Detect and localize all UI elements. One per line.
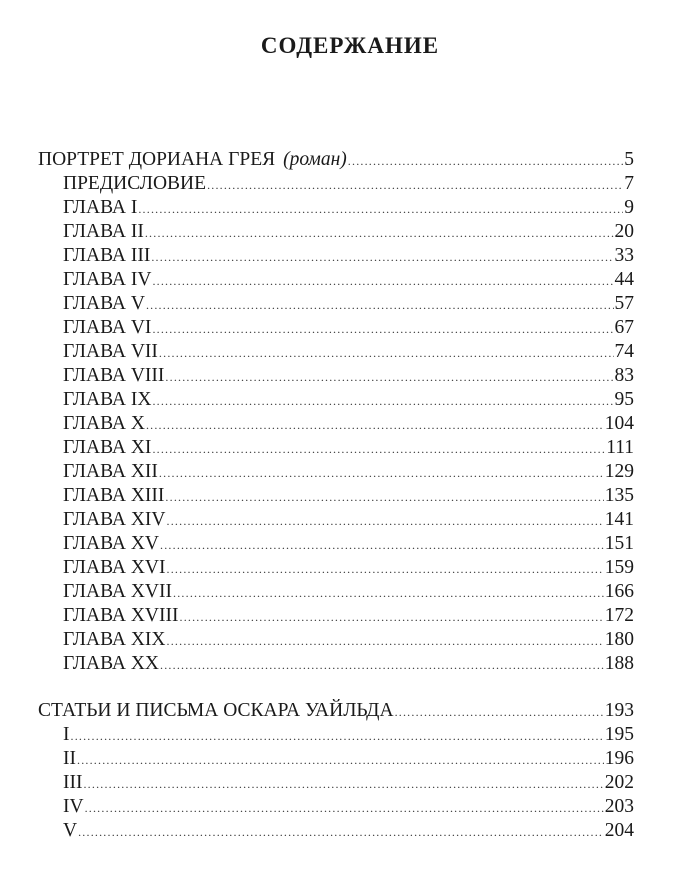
- dot-leader: [167, 509, 604, 533]
- dot-leader: [165, 485, 603, 509]
- toc-entry-label: ГЛАВА IX: [63, 389, 152, 410]
- toc-section-heading[interactable]: [38, 699, 634, 723]
- toc-entry[interactable]: [38, 340, 634, 364]
- dot-leader: [83, 772, 603, 796]
- toc-entry[interactable]: [38, 412, 634, 436]
- toc-entry[interactable]: [38, 364, 634, 388]
- toc-entry[interactable]: [38, 316, 634, 340]
- toc-page-number: 44: [614, 269, 634, 290]
- dot-leader: [85, 796, 604, 820]
- dot-leader: [145, 221, 614, 245]
- toc-entry[interactable]: [38, 556, 634, 580]
- dot-leader: [167, 629, 604, 653]
- dot-leader: [146, 413, 604, 437]
- toc-page-number: 188: [604, 653, 634, 674]
- dot-leader: [138, 197, 623, 221]
- toc-entry-label: ГЛАВА V: [63, 293, 145, 314]
- toc-entry-label: ГЛАВА XIII: [63, 485, 165, 506]
- toc-page-number: 151: [604, 533, 634, 554]
- toc-entry[interactable]: [38, 747, 634, 771]
- toc-page-number: 95: [614, 389, 634, 410]
- toc-entry-label: ГЛАВА XVI: [63, 557, 166, 578]
- toc-entry[interactable]: [38, 460, 634, 484]
- toc-entry[interactable]: [38, 508, 634, 532]
- toc-entry[interactable]: [38, 172, 634, 196]
- toc-entry-label: ГЛАВА VII: [63, 341, 158, 362]
- dot-leader: [173, 581, 604, 605]
- toc-items-list: [38, 172, 634, 676]
- toc-entry[interactable]: [38, 628, 634, 652]
- toc-page-number: 104: [604, 413, 634, 434]
- toc-section-note: (роман): [283, 149, 347, 170]
- toc-entry-label: IV: [63, 796, 84, 817]
- toc-page-number: 166: [604, 581, 634, 602]
- dot-leader: [180, 605, 604, 629]
- toc-page-number: 141: [604, 509, 634, 530]
- toc-entry[interactable]: [38, 604, 634, 628]
- toc-entry-label: ГЛАВА XI: [63, 437, 152, 458]
- toc-page-number: 180: [604, 629, 634, 650]
- toc-entry-label: ГЛАВА XVIII: [63, 605, 179, 626]
- toc-page-number: 135: [604, 485, 634, 506]
- dot-leader: [159, 461, 604, 485]
- dot-leader: [78, 820, 604, 844]
- toc-items-list: [38, 723, 634, 843]
- toc-entry[interactable]: [38, 436, 634, 460]
- toc-entry[interactable]: [38, 388, 634, 412]
- toc-page-number: 195: [604, 724, 634, 745]
- toc-entry-label: ГЛАВА XII: [63, 461, 158, 482]
- toc-section-dorian-gray: [38, 148, 634, 676]
- toc-page-number: 202: [604, 772, 634, 793]
- dot-leader: [152, 389, 613, 413]
- toc-entry[interactable]: [38, 268, 634, 292]
- toc-entry[interactable]: [38, 819, 634, 843]
- toc-entry-label: ГЛАВА I: [63, 197, 138, 218]
- dot-leader: [167, 557, 604, 581]
- toc-page-number: 7: [624, 173, 634, 194]
- toc-entry[interactable]: [38, 532, 634, 556]
- toc-entry-label: ГЛАВА XVII: [63, 581, 173, 602]
- toc-entry-label: ПРЕДИСЛОВИЕ: [63, 173, 207, 194]
- toc-entry-label: ГЛАВА XIX: [63, 629, 166, 650]
- toc-page-number: 67: [614, 317, 634, 338]
- toc-entry[interactable]: [38, 771, 634, 795]
- toc-page-number: 203: [604, 796, 634, 817]
- toc-entry[interactable]: [38, 292, 634, 316]
- toc-page-number: 172: [604, 605, 634, 626]
- toc-page-number: 57: [614, 293, 634, 314]
- toc-entry[interactable]: [38, 652, 634, 676]
- toc-section-heading[interactable]: [38, 148, 634, 172]
- toc-entry-label: ГЛАВА XV: [63, 533, 160, 554]
- toc-page-number: 111: [606, 437, 634, 458]
- toc-page-number: 196: [604, 748, 634, 769]
- dot-leader: [395, 700, 604, 724]
- toc-section-label: СТАТЬИ И ПИСЬМА ОСКАРА УАЙЛЬДА: [38, 700, 394, 721]
- toc-entry-label: II: [63, 748, 76, 769]
- toc-page-number: 83: [614, 365, 634, 386]
- toc-page-number: 33: [614, 245, 634, 266]
- dot-leader: [71, 724, 604, 748]
- toc-entry-label: III: [63, 772, 83, 793]
- toc-entry-label: ГЛАВА X: [63, 413, 145, 434]
- toc-page-number: 129: [604, 461, 634, 482]
- dot-leader: [207, 173, 623, 197]
- toc-entry[interactable]: [38, 484, 634, 508]
- dot-leader: [160, 653, 604, 677]
- toc-entry[interactable]: [38, 795, 634, 819]
- toc-page-number: 204: [604, 820, 634, 841]
- toc-page-number: 9: [624, 197, 634, 218]
- toc-entry-label: ГЛАВА XIV: [63, 509, 166, 530]
- dot-leader: [152, 269, 613, 293]
- toc-entry[interactable]: [38, 244, 634, 268]
- toc-page-number: 74: [614, 341, 634, 362]
- dot-leader: [160, 533, 604, 557]
- toc-entry-label: ГЛАВА II: [63, 221, 144, 242]
- toc-page-number: 20: [614, 221, 634, 242]
- toc-page-number: 5: [624, 149, 634, 170]
- dot-leader: [152, 437, 605, 461]
- dot-leader: [152, 317, 613, 341]
- toc-entry-label: ГЛАВА XX: [63, 653, 160, 674]
- toc-section-label: ПОРТРЕТ ДОРИАНА ГРЕЯ: [38, 149, 276, 170]
- toc-entry-label: V: [63, 820, 78, 841]
- toc-entry-label: ГЛАВА III: [63, 245, 151, 266]
- toc-entry-label: I: [63, 724, 70, 745]
- dot-leader: [348, 149, 623, 173]
- toc-entry[interactable]: [38, 220, 634, 244]
- dot-leader: [146, 293, 614, 317]
- toc-entry-label: ГЛАВА VI: [63, 317, 152, 338]
- dot-leader: [159, 341, 614, 365]
- toc-entry-label: ГЛАВА VIII: [63, 365, 165, 386]
- toc-page-number: 193: [604, 700, 634, 721]
- toc-section-articles-letters: [38, 699, 634, 843]
- dot-leader: [77, 748, 604, 772]
- toc-page-number: 159: [604, 557, 634, 578]
- page-title: СОДЕРЖАНИЕ: [260, 33, 440, 58]
- dot-leader: [165, 365, 613, 389]
- toc-entry[interactable]: [38, 723, 634, 747]
- dot-leader: [151, 245, 613, 269]
- toc-entry[interactable]: [38, 580, 634, 604]
- toc-entry-label: ГЛАВА IV: [63, 269, 152, 290]
- toc-entry[interactable]: [38, 196, 634, 220]
